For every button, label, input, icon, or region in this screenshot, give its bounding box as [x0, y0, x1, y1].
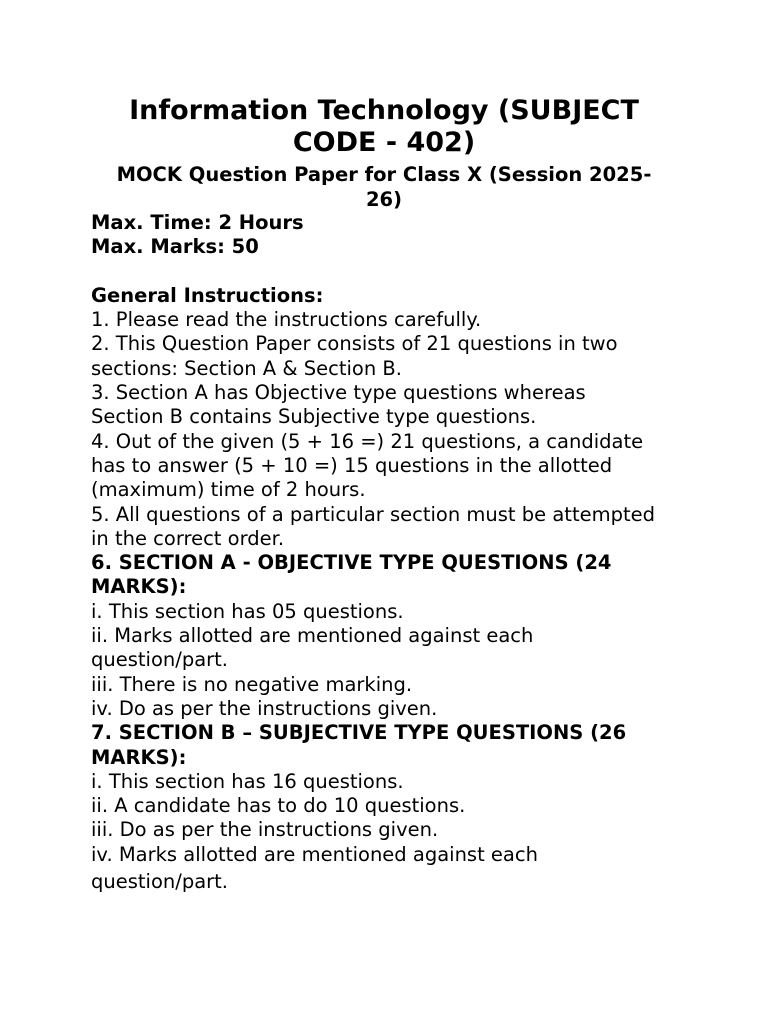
instruction-line: 1. Please read the instructions carefully. [91, 308, 482, 332]
title-line-2: CODE - 402) [292, 127, 476, 158]
section-a-heading: 6. SECTION A - OBJECTIVE TYPE QUESTIONS (24 [91, 551, 612, 575]
instruction-line: has to answer (5 + 10 =) 15 questions in the allotted [91, 453, 613, 477]
section-a-line: question/part. [91, 648, 229, 672]
instruction-line: 4. Out of the given (5 + 16 =) 21 questions, a candidate [91, 429, 644, 453]
document-subtitle [84, 162, 684, 212]
section-b-line: iii. Do as per the instructions given. [91, 818, 439, 842]
section-b-line: ii. A candidate has to do 10 questions. [91, 794, 466, 818]
title-line-1: Information Technology (SUBJECT [129, 95, 639, 126]
instruction-line: 3. Section A has Objective type questions whereas [91, 381, 586, 405]
instruction-line: in the correct order. [91, 526, 285, 550]
instruction-line: 2. This Question Paper consists of 21 questions in two [91, 332, 618, 356]
subtitle-line-1: MOCK Question Paper for Class X (Session 2025- [116, 163, 652, 186]
instruction-line: sections: Section A & Section B. [91, 356, 402, 380]
subtitle-line-2: 26) [365, 188, 403, 211]
section-b-line: i. This section has 16 questions. [91, 769, 404, 793]
instruction-line: Section B contains Subjective type questions. [91, 405, 537, 429]
section-b-heading: 7. SECTION B – SUBJECTIVE TYPE QUESTIONS (26 [91, 721, 627, 745]
instruction-line: (maximum) time of 2 hours. [91, 478, 366, 502]
general-instructions-heading: General Instructions: [91, 283, 324, 307]
section-b-line: question/part. [91, 870, 229, 894]
section-a-line: iii. There is no negative marking. [91, 672, 413, 696]
max-time: Max. Time: 2 Hours [91, 211, 304, 234]
document-title [84, 95, 684, 159]
max-marks: Max. Marks: 50 [91, 235, 259, 259]
section-a-heading-cont: MARKS): [91, 575, 187, 599]
section-a-line: iv. Do as per the instructions given. [91, 696, 438, 720]
section-a-line: ii. Marks allotted are mentioned against each [91, 624, 534, 648]
document-body [91, 211, 691, 894]
instruction-line: 5. All questions of a particular section must be attempted [91, 502, 655, 526]
spacer [91, 260, 691, 284]
section-b-line: iv. Marks allotted are mentioned against each [91, 842, 538, 866]
section-a-line: i. This section has 05 questions. [91, 599, 404, 623]
section-b-heading-cont: MARKS): [91, 745, 187, 769]
